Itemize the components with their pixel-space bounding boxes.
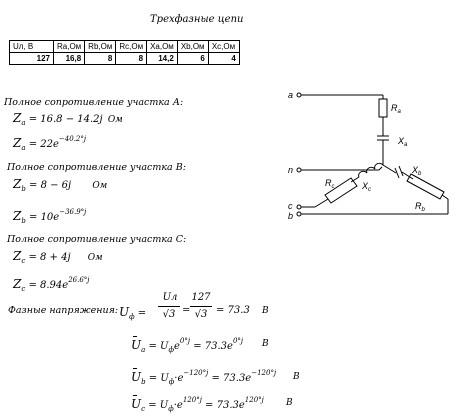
value-cell: 6 [177, 53, 208, 65]
table-row [10, 53, 240, 65]
circuit-diagram [285, 85, 460, 225]
uc-exp-2: 120°j [244, 396, 264, 404]
zb-polar-equation: $Z_b = 10e^{-36.9^\circ j}$ [13, 208, 87, 225]
uf-symbol: $U_ф$ = [119, 305, 147, 321]
fraction-bar-2 [190, 306, 212, 307]
zb-polar-value: = 10e [29, 212, 60, 223]
phase-voltages-heading: Фазные напряжения: [8, 305, 119, 316]
wire-rb-end [442, 195, 448, 199]
uf-subscript: ф [129, 313, 135, 321]
za-rect-unit: Ом [107, 115, 123, 125]
value-cell: 127 [10, 53, 54, 65]
uf-letter: U [119, 305, 130, 319]
ua-phasor-mark [133, 336, 137, 337]
zb-rect-unit: Ом [92, 181, 108, 191]
za-rect-equation: $Z_a = 16.8 - 14.2j$ Ом [13, 111, 123, 127]
uf-result: = 73.3 [216, 305, 250, 316]
za-rect-value: = 16.8 − 14.2j [28, 114, 103, 125]
label-c: c [288, 201, 293, 211]
uc-mid-text: = 73.3e [205, 400, 245, 411]
zc-rect-value: = 8 + 4j [28, 252, 71, 263]
uf-numerator-1: Uл [162, 292, 178, 303]
label-xa: $X_a$ [398, 136, 408, 148]
header-cell: Xc,Ом [208, 41, 239, 53]
uf-numerator-2: 127 [191, 292, 211, 303]
header-cell: Ra,Ом [54, 41, 85, 53]
header-cell: Rb,Ом [85, 41, 116, 53]
value-cell: 8 [85, 53, 116, 65]
ub-unit: В [293, 372, 300, 382]
ub-equation: $U_b = U_ф\cdot e^{-120^\circ j} = 73.3e^{-120^\circ j}$ [131, 369, 277, 386]
header-cell: Xb,Ом [177, 41, 208, 53]
section-b-heading: Полное сопротивление участка В: [7, 162, 186, 173]
wire-rc-end [315, 199, 328, 207]
terminal-n [297, 168, 301, 172]
uc-phasor-mark [133, 395, 137, 396]
za-polar-equation: $Z_a = 22e^{-40.2^\circ j}$ [13, 135, 87, 152]
terminal-b [297, 212, 301, 216]
wire-n-join [379, 167, 382, 170]
section-a-heading: Полное сопротивление участка А: [4, 97, 184, 108]
uc-exp-1: 120°j [182, 396, 202, 404]
wire-neutral-xb [383, 165, 396, 173]
table-header-row [10, 41, 240, 53]
terminal-c [297, 205, 301, 209]
terminal-a [297, 93, 301, 97]
parameters-table [9, 40, 240, 65]
ub-exp-2: −120°j [251, 369, 277, 377]
ub-eq-text: = U [148, 373, 169, 384]
ua-exp-1: 0°j [179, 337, 191, 345]
zb-polar-exponent: −36.9°j [59, 208, 87, 216]
label-b: b [288, 211, 294, 221]
value-cell: 16,8 [54, 53, 85, 65]
resistor-rb [407, 174, 444, 199]
uc-eq-text: = U [148, 400, 169, 411]
ua-eq-text: = U [148, 341, 169, 352]
value-cell: 8 [116, 53, 147, 65]
zc-rect-equation: $Z_c = 8 + 4j$ Ом [13, 249, 103, 265]
label-rb: $R_b$ [415, 201, 425, 213]
uf-denominator-2: √3 [194, 309, 208, 320]
zc-rect-unit: Ом [87, 253, 103, 263]
uc-equation: $U_c = U_ф\cdot e^{120^\circ j} = 73.3e^{120^\circ j}$ [131, 396, 264, 413]
ua-equation: $U_a = U_фe^{0^\circ j} = 73.3e^{0^\circ j}$ [131, 337, 244, 354]
label-xb: $X_b$ [412, 165, 422, 177]
value-cell: 14,2 [147, 53, 178, 65]
zb-rect-equation: $Z_b = 8 - 6j$ Ом [13, 177, 108, 193]
ub-phasor-mark [133, 368, 137, 369]
uf-denominator-1: √3 [162, 309, 176, 320]
section-c-heading: Полное сопротивление участка С: [7, 234, 187, 245]
capacitor-xb-plate-2 [399, 166, 403, 176]
fraction-bar-1 [158, 306, 180, 307]
ua-unit: В [262, 339, 269, 349]
page-title: Трехфазные цепи [150, 14, 244, 25]
label-ra: $R_a$ [391, 103, 401, 115]
za-polar-exponent: −40.2°j [58, 135, 87, 143]
za-polar-value: = 22e [28, 139, 59, 150]
zc-polar-value: = 8.94e [28, 280, 69, 291]
value-cell: 4 [208, 53, 239, 65]
label-n: n [288, 165, 294, 175]
zc-polar-equation: $Z_c = 8.94e^{26.6^\circ j}$ [13, 276, 90, 293]
ua-exp-2: 0°j [232, 337, 244, 345]
uc-unit: В [286, 398, 293, 408]
header-cell: Rc,Ом [116, 41, 147, 53]
uf-unit: В [262, 306, 269, 316]
ua-mid-text: = 73.3e [193, 341, 233, 352]
zc-polar-exponent: 26.6°j [68, 276, 90, 284]
ub-exp-1: −120°j [183, 369, 209, 377]
resistor-ra [379, 99, 387, 117]
zb-rect-value: = 8 − 6j [29, 180, 72, 191]
ub-mid-text: = 73.3e [211, 373, 252, 384]
header-cell: Xa,Ом [147, 41, 178, 53]
equals-sign: = [182, 305, 191, 316]
label-xc: $X_c$ [362, 181, 372, 193]
header-cell: Uл, В [10, 41, 54, 53]
label-a: a [288, 90, 294, 100]
label-rc: $R_c$ [325, 178, 335, 190]
